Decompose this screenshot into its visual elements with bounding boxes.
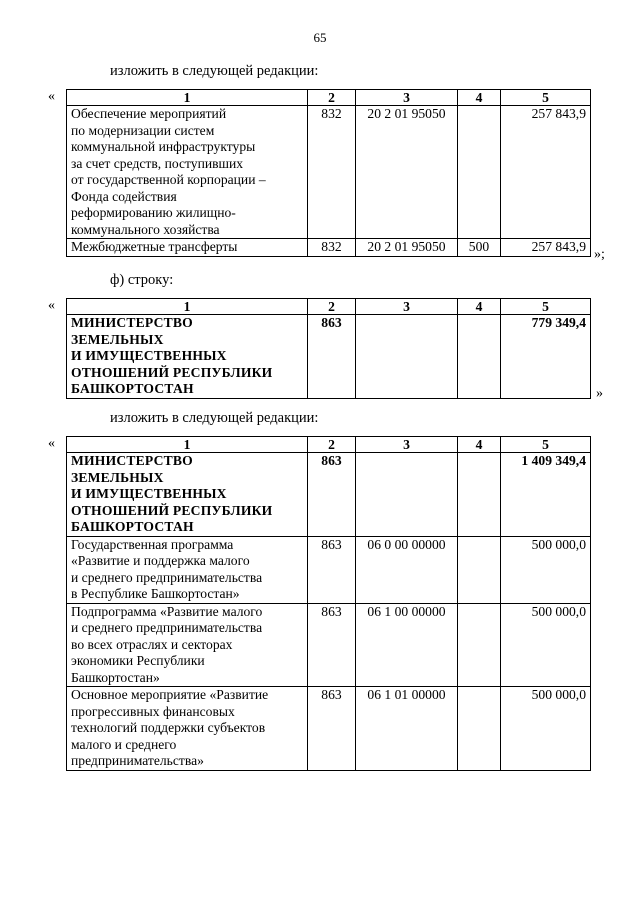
- name-line: по модернизации систем: [71, 122, 215, 138]
- row-name-cell: [67, 536, 308, 603]
- table-row: [67, 453, 591, 537]
- ministry-code-cell: 863: [308, 453, 356, 537]
- name-line: БАШКОРТОСТАН: [71, 381, 194, 396]
- target-code-cell: 20 2 01 95050: [356, 239, 458, 257]
- name-line: предпринимательства»: [71, 753, 204, 768]
- name-line: экономики Республики: [71, 653, 205, 668]
- name-line: ЗЕМЕЛЬНЫХ: [71, 469, 164, 485]
- table-row: [67, 603, 591, 687]
- name-line: за счет средств, поступивших: [71, 155, 244, 171]
- name-line: Государственная программа: [71, 536, 234, 552]
- header-col-4: 4: [458, 299, 501, 315]
- name-line: И ИМУЩЕСТВЕННЫХ: [71, 348, 227, 363]
- instruction-text-3: изложить в следующей редакции:: [110, 410, 319, 426]
- header-col-1: 1: [67, 90, 308, 106]
- header-col-2: 2: [308, 90, 356, 106]
- row-name-cell: [67, 106, 308, 239]
- header-col-5: 5: [501, 299, 591, 315]
- row-name-cell: [67, 315, 308, 399]
- expense-type-cell: [458, 536, 501, 603]
- expense-type-cell: [458, 687, 501, 771]
- header-col-5: 5: [501, 437, 591, 453]
- name-line: «Развитие и поддержка малого: [71, 553, 250, 568]
- table-row: [67, 687, 591, 771]
- header-col-4: 4: [458, 437, 501, 453]
- budget-table-2: [66, 298, 591, 399]
- table-header-row: [67, 437, 591, 453]
- name-line: Обеспечение мероприятий: [71, 106, 227, 121]
- budget-table-1: [66, 89, 591, 257]
- target-code-cell: 20 2 01 95050: [356, 106, 458, 239]
- header-col-2: 2: [308, 299, 356, 315]
- amount-cell: 500 000,0: [501, 536, 591, 603]
- target-code-cell: 06 1 00 00000: [356, 603, 458, 687]
- name-line: технологий поддержки субъектов: [71, 720, 266, 735]
- row-name-cell: [67, 239, 308, 257]
- budget-table-3: [66, 436, 591, 771]
- name-line: Подпрограмма «Развитие малого: [71, 603, 263, 619]
- amount-cell: 1 409 349,4: [501, 453, 591, 537]
- ministry-code-cell: 832: [308, 239, 356, 257]
- ministry-code-cell: 863: [308, 687, 356, 771]
- expense-type-cell: [458, 453, 501, 537]
- name-line: ОТНОШЕНИЙ РЕСПУБЛИКИ: [71, 502, 273, 518]
- ministry-code-cell: 863: [308, 603, 356, 687]
- header-col-2: 2: [308, 437, 356, 453]
- close-quote-2: »: [596, 386, 603, 401]
- ministry-code-cell: 863: [308, 536, 356, 603]
- name-line: и среднего предпринимательства: [71, 620, 263, 635]
- target-code-cell: 06 1 01 00000: [356, 687, 458, 771]
- open-quote-1: «: [48, 89, 55, 104]
- table-row: [67, 315, 591, 399]
- ministry-code-cell: 832: [308, 106, 356, 239]
- name-line: прогрессивных финансовых: [71, 703, 235, 719]
- name-line: Башкортостан»: [71, 669, 160, 685]
- name-line: коммунальной инфраструктуры: [71, 139, 256, 154]
- target-code-cell: [356, 453, 458, 537]
- expense-type-cell: [458, 106, 501, 239]
- name-line: БАШКОРТОСТАН: [71, 519, 194, 534]
- name-line: МИНИСТЕРСТВО: [71, 453, 193, 468]
- name-line: и среднего предпринимательства: [71, 569, 263, 585]
- table-row: [67, 536, 591, 603]
- table-row: [67, 106, 591, 239]
- name-line: МИНИСТЕРСТВО: [71, 315, 193, 330]
- row-name-cell: [67, 603, 308, 687]
- name-line: от государственной корпорации –: [71, 172, 266, 187]
- name-line: ОТНОШЕНИЙ РЕСПУБЛИКИ: [71, 364, 273, 380]
- page-number: 65: [313, 30, 327, 45]
- name-line: ЗЕМЕЛЬНЫХ: [71, 331, 164, 347]
- expense-type-cell: [458, 603, 501, 687]
- instruction-text-2: ф) строку:: [110, 272, 174, 288]
- ministry-code-cell: 863: [308, 315, 356, 399]
- header-col-5: 5: [501, 90, 591, 106]
- amount-cell: 500 000,0: [501, 687, 591, 771]
- name-line: реформированию жилищно-: [71, 205, 236, 220]
- open-quote-2: «: [48, 298, 55, 313]
- row-name-cell: [67, 453, 308, 537]
- open-quote-3: «: [48, 436, 55, 451]
- name-line: в Республике Башкортостан»: [71, 586, 240, 601]
- amount-cell: 257 843,9: [501, 239, 591, 257]
- name-line: коммунального хозяйства: [71, 221, 220, 237]
- header-col-3: 3: [356, 437, 458, 453]
- header-col-1: 1: [67, 437, 308, 453]
- name-line: Межбюджетные трансферты: [71, 239, 238, 254]
- expense-type-cell: 500: [458, 239, 501, 257]
- target-code-cell: 06 0 00 00000: [356, 536, 458, 603]
- name-line: И ИМУЩЕСТВЕННЫХ: [71, 486, 227, 501]
- amount-cell: 779 349,4: [501, 315, 591, 399]
- row-name-cell: [67, 687, 308, 771]
- target-code-cell: [356, 315, 458, 399]
- amount-cell: 500 000,0: [501, 603, 591, 687]
- name-line: Фонда содействия: [71, 188, 177, 204]
- header-col-3: 3: [356, 90, 458, 106]
- expense-type-cell: [458, 315, 501, 399]
- header-col-4: 4: [458, 90, 501, 106]
- table-header-row: [67, 299, 591, 315]
- table-header-row: [67, 90, 591, 106]
- header-col-3: 3: [356, 299, 458, 315]
- name-line: малого и среднего: [71, 736, 177, 752]
- header-col-1: 1: [67, 299, 308, 315]
- table-row: [67, 239, 591, 257]
- name-line: во всех отраслях и секторах: [71, 636, 233, 652]
- name-line: Основное мероприятие «Развитие: [71, 687, 269, 702]
- amount-cell: 257 843,9: [501, 106, 591, 239]
- close-quote-1: »;: [594, 247, 605, 262]
- instruction-text-1: изложить в следующей редакции:: [110, 63, 319, 79]
